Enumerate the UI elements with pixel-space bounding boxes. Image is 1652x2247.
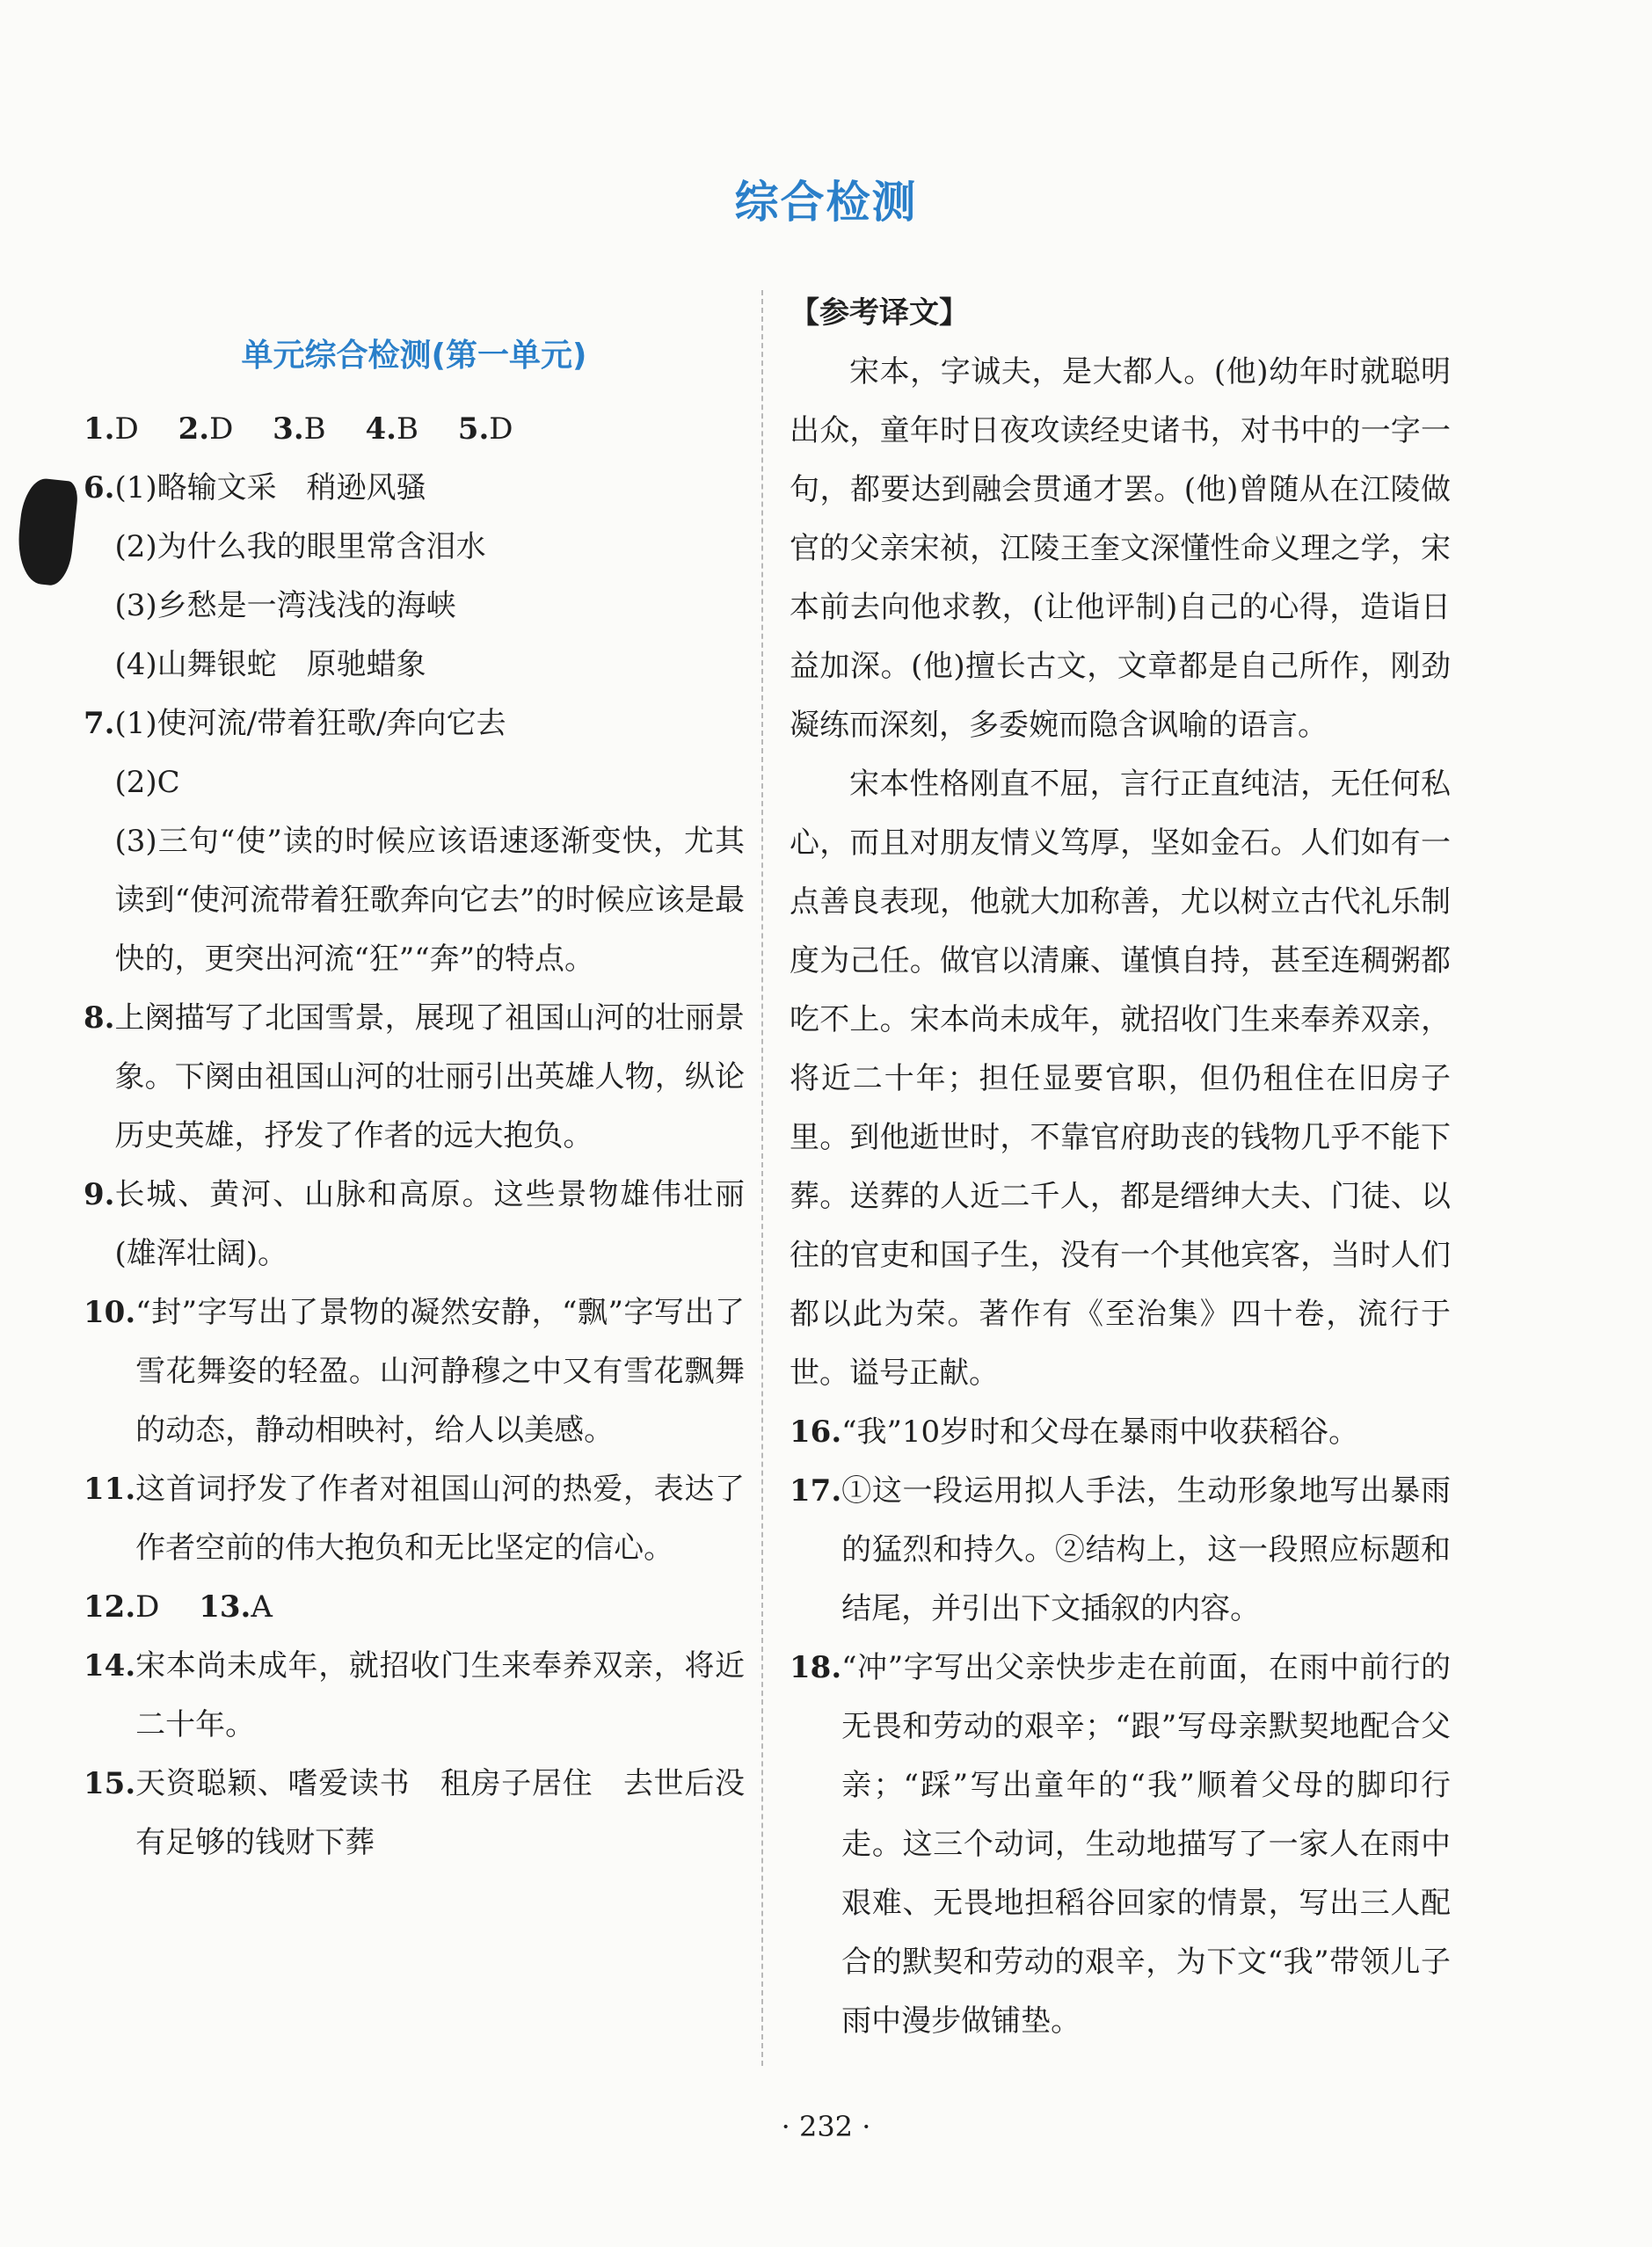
answer-18 [790,1639,1451,2051]
answer-text: 上阕描写了北国雪景，展现了祖国山河的壮丽景象。下阕由祖国山河的壮丽引出英雄人物，纵论历史英雄，抒发了作者的远大抱负。 [114,1000,745,1153]
right-column [790,284,1451,2051]
answer-part: (3)三句“使”读的时候应该语速逐渐变快，尤其读到“使河流带着狂歌奔向它去”的时候应该是最快的，更突出河流“狂”“奔”的特点。 [114,824,745,977]
answer-num: 18. [790,1650,842,1685]
answer-num: 9. [84,1177,115,1212]
answer-part: (3)乡愁是一湾浅浅的海峡 [114,588,456,623]
answer-part: (1)使河流/带着狂歌/奔向它去 [114,706,506,741]
answer-num: 14. [84,1648,136,1683]
answer-text: ①这一段运用拟人手法，生动形象地写出暴雨的猛烈和持久。②结构上，这一段照应标题和结尾，并引出下文插叙的内容。 [841,1473,1451,1626]
answer-9 [84,1166,745,1283]
answer-14 [84,1637,745,1755]
answer-text: “冲”字写出父亲快步走在前面，在雨中前行的无畏和劳动的艰辛；“跟”写母亲默契地配合父亲；“踩”写出童年的“我”顺着父母的脚印行走。这三个动词，生动地描写了一家人在雨中艰难、无畏地担稻谷回家的情景，写出三人配合的默契和劳动的艰辛，为下文“我”带领儿子雨中漫步做铺垫。 [841,1650,1451,2039]
answer-choice: D [114,411,139,447]
answer-10 [84,1283,745,1460]
left-column [84,338,745,1872]
answer-num: 11. [84,1472,136,1507]
answer-text: 长城、黄河、山脉和高原。这些景物雄伟壮丽(雄浑壮阔)。 [114,1177,745,1271]
translation-paragraph-1: 宋本，字诚夫，是大都人。(他)幼年时就聪明出众，童年时日夜攻读经史诸书，对书中的一字一句，都要达到融会贯通才罢。(他)曾随从在江陵做官的父亲宋祯，江陵王奎文深懂性命义理之学，宋本前去向他求教，(让他评制)自己的心得，造诣日益加深。(他)擅长古文，文章都是自己所作，刚劲凝练而深刻，多委婉而隐含讽喻的语言。 [790,354,1451,743]
answer-text: 天资聪颖、嗜爱读书 租房子居住 去世后没有足够的钱财下葬 [135,1766,745,1860]
answer-num: 7. [84,706,115,741]
answer-6 [84,459,745,694]
answer-part: (2)为什么我的眼里常含泪水 [114,529,486,564]
answer-text: “我”10岁时和父母在暴雨中收获稻谷。 [841,1414,1359,1450]
answer-text: 宋本尚未成年，就招收门生来奉养双亲，将近二十年。 [135,1648,745,1742]
answer-7 [84,694,745,989]
answer-num: 12. [84,1589,136,1625]
answer-num: 8. [84,1000,115,1036]
scan-smudge [14,476,79,587]
page-number: · 232 · [781,2110,871,2143]
answer-choice: A [251,1589,273,1625]
answer-num: 6. [84,470,115,505]
answer-num: 3. [273,411,304,447]
answer-num: 2. [178,411,210,447]
answer-num: 10. [84,1295,136,1330]
answer-text: 这首词抒发了作者对祖国山河的热爱，表达了作者空前的伟大抱负和无比坚定的信心。 [135,1472,745,1566]
page-title: 综合检测 [734,177,918,228]
answer-16 [790,1403,1451,1462]
answer-15 [84,1755,745,1872]
column-divider [761,290,763,2066]
answer-num: 5. [457,411,490,447]
answer-choice: D [489,411,513,447]
answer-17 [790,1462,1451,1639]
answer-part: (2)C [114,765,180,800]
mc-answers-12-13 [84,1578,745,1637]
answer-11 [84,1460,745,1578]
answer-part: (1)略输文采 稍逊风骚 [114,470,426,505]
answer-choice: B [396,411,418,447]
answer-part: (4)山舞银蛇 原驰蜡象 [114,647,426,682]
answer-num: 13. [199,1589,251,1625]
answer-8 [84,989,745,1166]
section-title: 单元综合检测(第一单元) [241,338,587,374]
mc-answers-1-5 [84,400,745,459]
answer-num: 16. [790,1414,842,1450]
answer-num: 1. [84,411,115,447]
answer-text: “封”字写出了景物的凝然安静，“飘”字写出了雪花舞姿的轻盈。山河静穆之中又有雪花飘舞的动态，静动相映衬，给人以美感。 [135,1295,745,1448]
answer-num: 17. [790,1473,842,1509]
answer-choice: D [209,411,234,447]
translation-paragraph-2: 宋本性格刚直不屈，言行正直纯洁，无任何私心，而且对朋友情义笃厚，坚如金石。人们如有一点善良表现，他就大加称善，尤以树立古代礼乐制度为己任。做官以清廉、谨慎自持，甚至连稠粥都吃不上。宋本尚未成年，就招收门生来奉养双亲，将近二十年；担任显要官职，但仍租住在旧房子里。到他逝世时，不靠官府助丧的钱物几乎不能下葬。送葬的人近二千人，都是缙绅大夫、门徒、以往的官吏和国子生，没有一个其他宾客，当时人们都以此为荣。著作有《至治集》四十卷，流行于世。谥号正献。 [790,767,1451,1391]
answer-choice: B [303,411,326,447]
answer-num: 15. [84,1766,136,1801]
reference-translation-heading: 【参考译文】 [790,295,969,331]
answer-num: 4. [365,411,397,447]
answer-choice: D [135,1589,160,1625]
